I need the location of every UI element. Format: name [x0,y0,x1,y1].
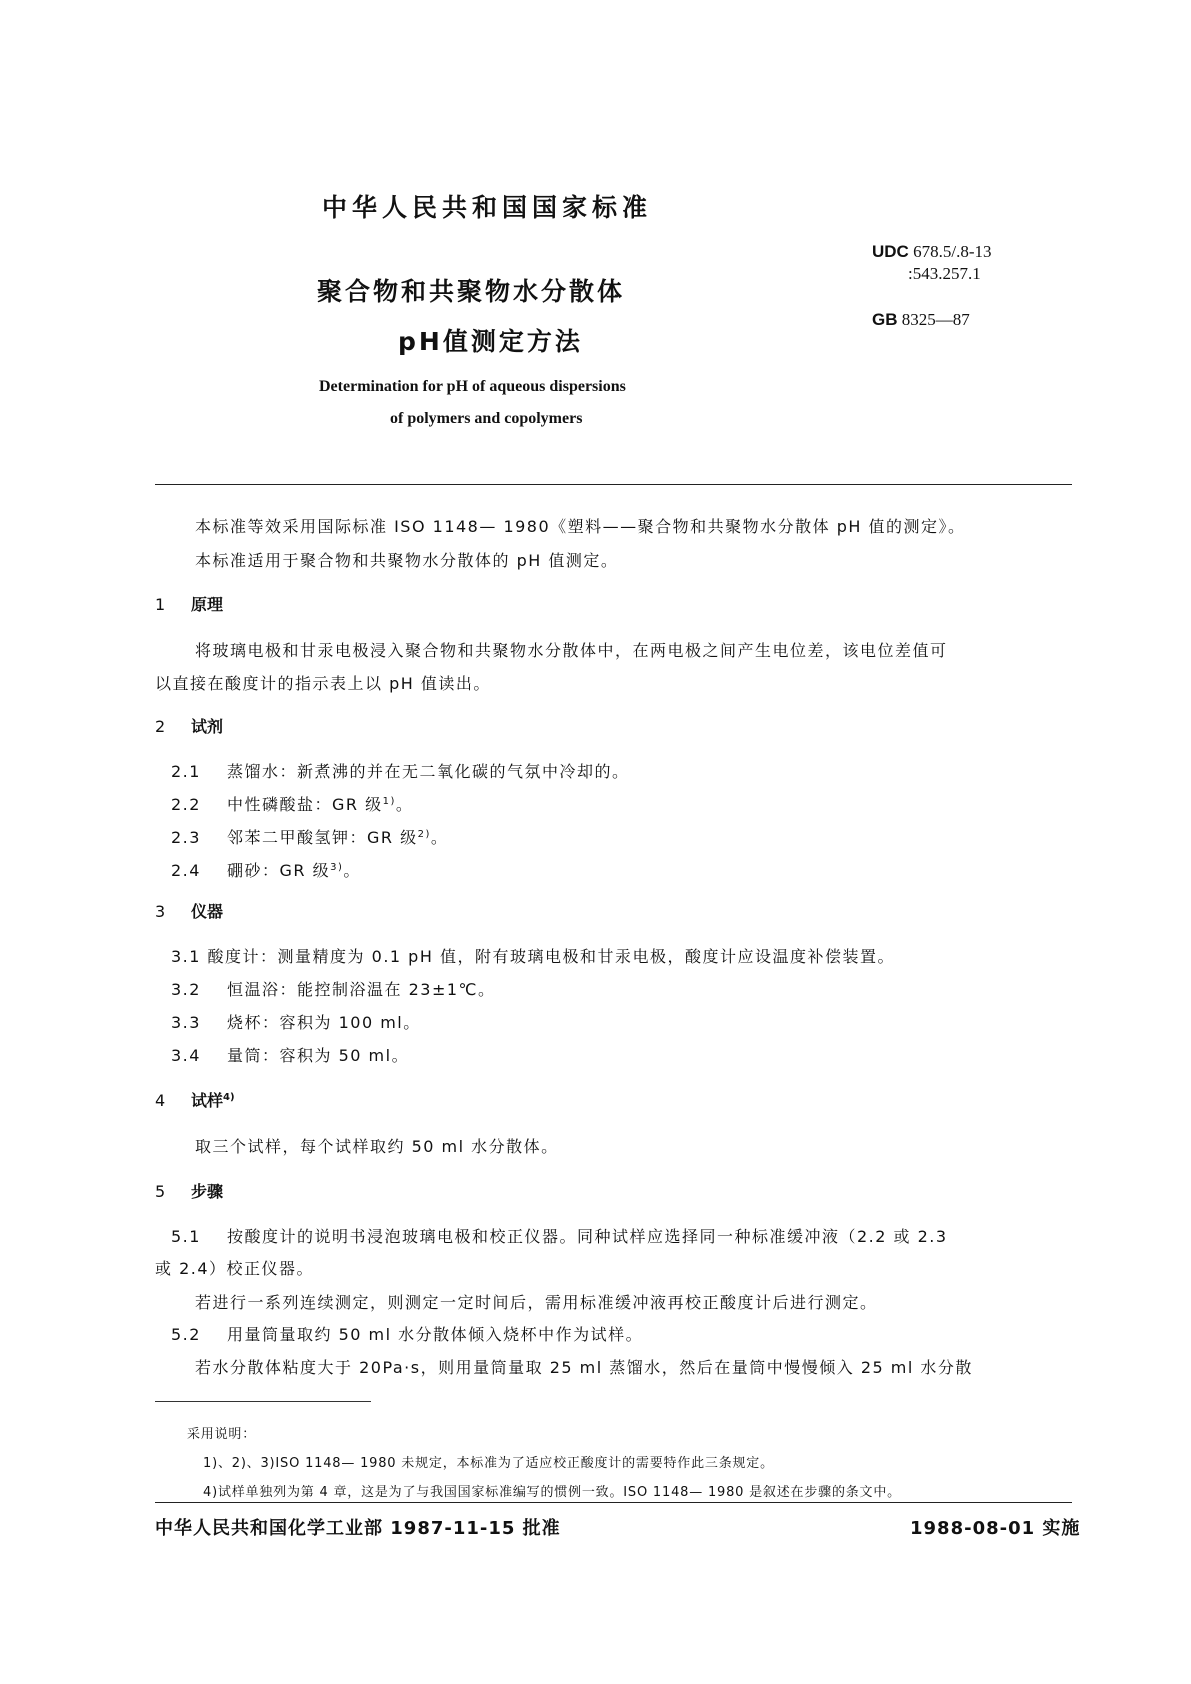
intro-paragraph-1: 本标准等效采用国际标准 ISO 1148— 1980《塑料——聚合物和共聚物水分散体 pH 值的测定》。 [195,517,966,536]
notes-label: 采用说明： [187,1427,257,1442]
national-standard-title: 中华人民共和国国家标准 [322,193,653,222]
gb-number [872,310,970,330]
list-item [171,825,448,848]
footnote-ref: 2) [417,829,431,840]
item-text: 酸度计：测量精度为 0.1 pH 值，附有玻璃电极和甘汞电极，酸度计应设温度补偿装置。 [207,947,895,966]
section-1-paragraph-cont: 以直接在酸度计的指示表上以 pH 值读出。 [155,674,491,693]
section-5-heading [155,1179,223,1202]
footnote-ref: 1) [382,796,396,807]
header-divider [155,484,1072,485]
section-2-heading [155,714,223,737]
note-2: 4)试样单独列为第 4 章，这是为了与我国国家标准编写的惯例一致。ISO 1148— 1980 是叙述在步骤的条文中。 [203,1485,901,1500]
item-number: 2.2 [171,795,201,814]
udc-line1: 678.5/.8-13 [913,242,992,261]
item-number: 3.3 [171,1013,201,1032]
section-number: 1 [155,595,166,614]
item-text: 中性磷酸盐：GR 级 [227,795,383,814]
item-number: 2.1 [171,762,201,781]
section-number: 2 [155,717,166,736]
section-title: 仪器 [191,902,224,921]
list-item [171,858,361,881]
item-tail: 。 [395,795,414,814]
section-1-heading [155,592,223,615]
list-item [171,977,496,1000]
item-text: 恒温浴：能控制浴温在 23±1℃。 [227,980,496,999]
english-title-line2: of polymers and copolymers [390,410,583,427]
list-item-cont: 或 2.4）校正仪器。 [155,1259,315,1278]
english-title-line1: Determination for pH of aqueous dispersions [319,378,626,395]
section-4-paragraph: 取三个试样，每个试样取约 50 ml 水分散体。 [195,1137,559,1156]
item-number: 5.2 [171,1325,201,1344]
footnote-ref: 4) [223,1092,235,1103]
item-text: 邻苯二甲酸氢钾：GR 级 [227,828,418,847]
item-text: 烧杯：容积为 100 ml。 [227,1013,421,1032]
section-title: 试剂 [191,717,224,736]
intro-paragraph-2: 本标准适用于聚合物和共聚物水分散体的 pH 值测定。 [195,551,619,570]
list-item [171,759,630,782]
effective-date: 1988-08-01 实施 [910,1518,1081,1539]
udc-code [872,242,991,262]
item-text: 量筒：容积为 50 ml。 [227,1046,410,1065]
udc-label: UDC [872,242,909,261]
list-item [171,1010,421,1033]
section-1-paragraph: 将玻璃电极和甘汞电极浸入聚合物和共聚物水分散体中，在两电极之间产生电位差，该电位差值可 [195,641,948,660]
approval-line: 中华人民共和国化学工业部 1987-11-15 批准 [155,1518,561,1539]
list-item [171,1043,409,1066]
document-title: 聚合物和共聚物水分散体 [317,277,626,306]
udc-line2: :543.257.1 [908,264,981,283]
item-tail: 。 [343,861,361,880]
item-number: 2.4 [171,861,201,880]
item-text: 按酸度计的说明书浸泡玻璃电极和校正仪器。同种试样应选择同一种标准缓冲液（2.2 或 2.3 [227,1227,948,1246]
section-5-paragraph: 若水分散体粘度大于 20Pa·s，则用量筒量取 25 ml 蒸馏水，然后在量筒中慢慢倾入 25 ml 水分散 [195,1358,973,1377]
section-number: 4 [155,1091,166,1110]
list-item [171,1224,948,1247]
note-1: 1)、2)、3)ISO 1148— 1980 未规定，本标准为了适应校正酸度计的需要特作此三条规定。 [203,1456,774,1471]
item-number: 2.3 [171,828,201,847]
footnote-divider [155,1401,371,1402]
item-number: 3.2 [171,980,201,999]
gb-label: GB [872,310,898,329]
item-number: 5.1 [171,1227,201,1246]
item-tail: 。 [430,828,449,847]
list-item [171,1322,643,1345]
section-3-heading [155,899,223,922]
section-title: 试样 [191,1091,224,1110]
item-text: 用量筒量取约 50 ml 水分散体倾入烧杯中作为试样。 [227,1325,644,1344]
item-text: 蒸馏水：新煮沸的并在无二氧化碳的气氛中冷却的。 [227,762,630,781]
section-4-heading [155,1088,235,1111]
footer-divider [155,1502,1072,1503]
list-item [171,792,413,815]
section-title: 原理 [191,595,224,614]
section-number: 5 [155,1182,166,1201]
item-text: 硼砂：GR 级 [227,861,331,880]
gb-number-value: 8325—87 [901,310,970,329]
section-title: 步骤 [191,1182,224,1201]
document-subtitle: pH值测定方法 [398,327,583,356]
footnote-ref: 3) [330,862,344,873]
section-5-paragraph: 若进行一系列连续测定，则测定一定时间后，需用标准缓冲液再校正酸度计后进行测定。 [195,1293,878,1312]
item-number: 3.1 [171,947,201,966]
item-number: 3.4 [171,1046,201,1065]
section-number: 3 [155,902,166,921]
list-item [171,944,895,967]
